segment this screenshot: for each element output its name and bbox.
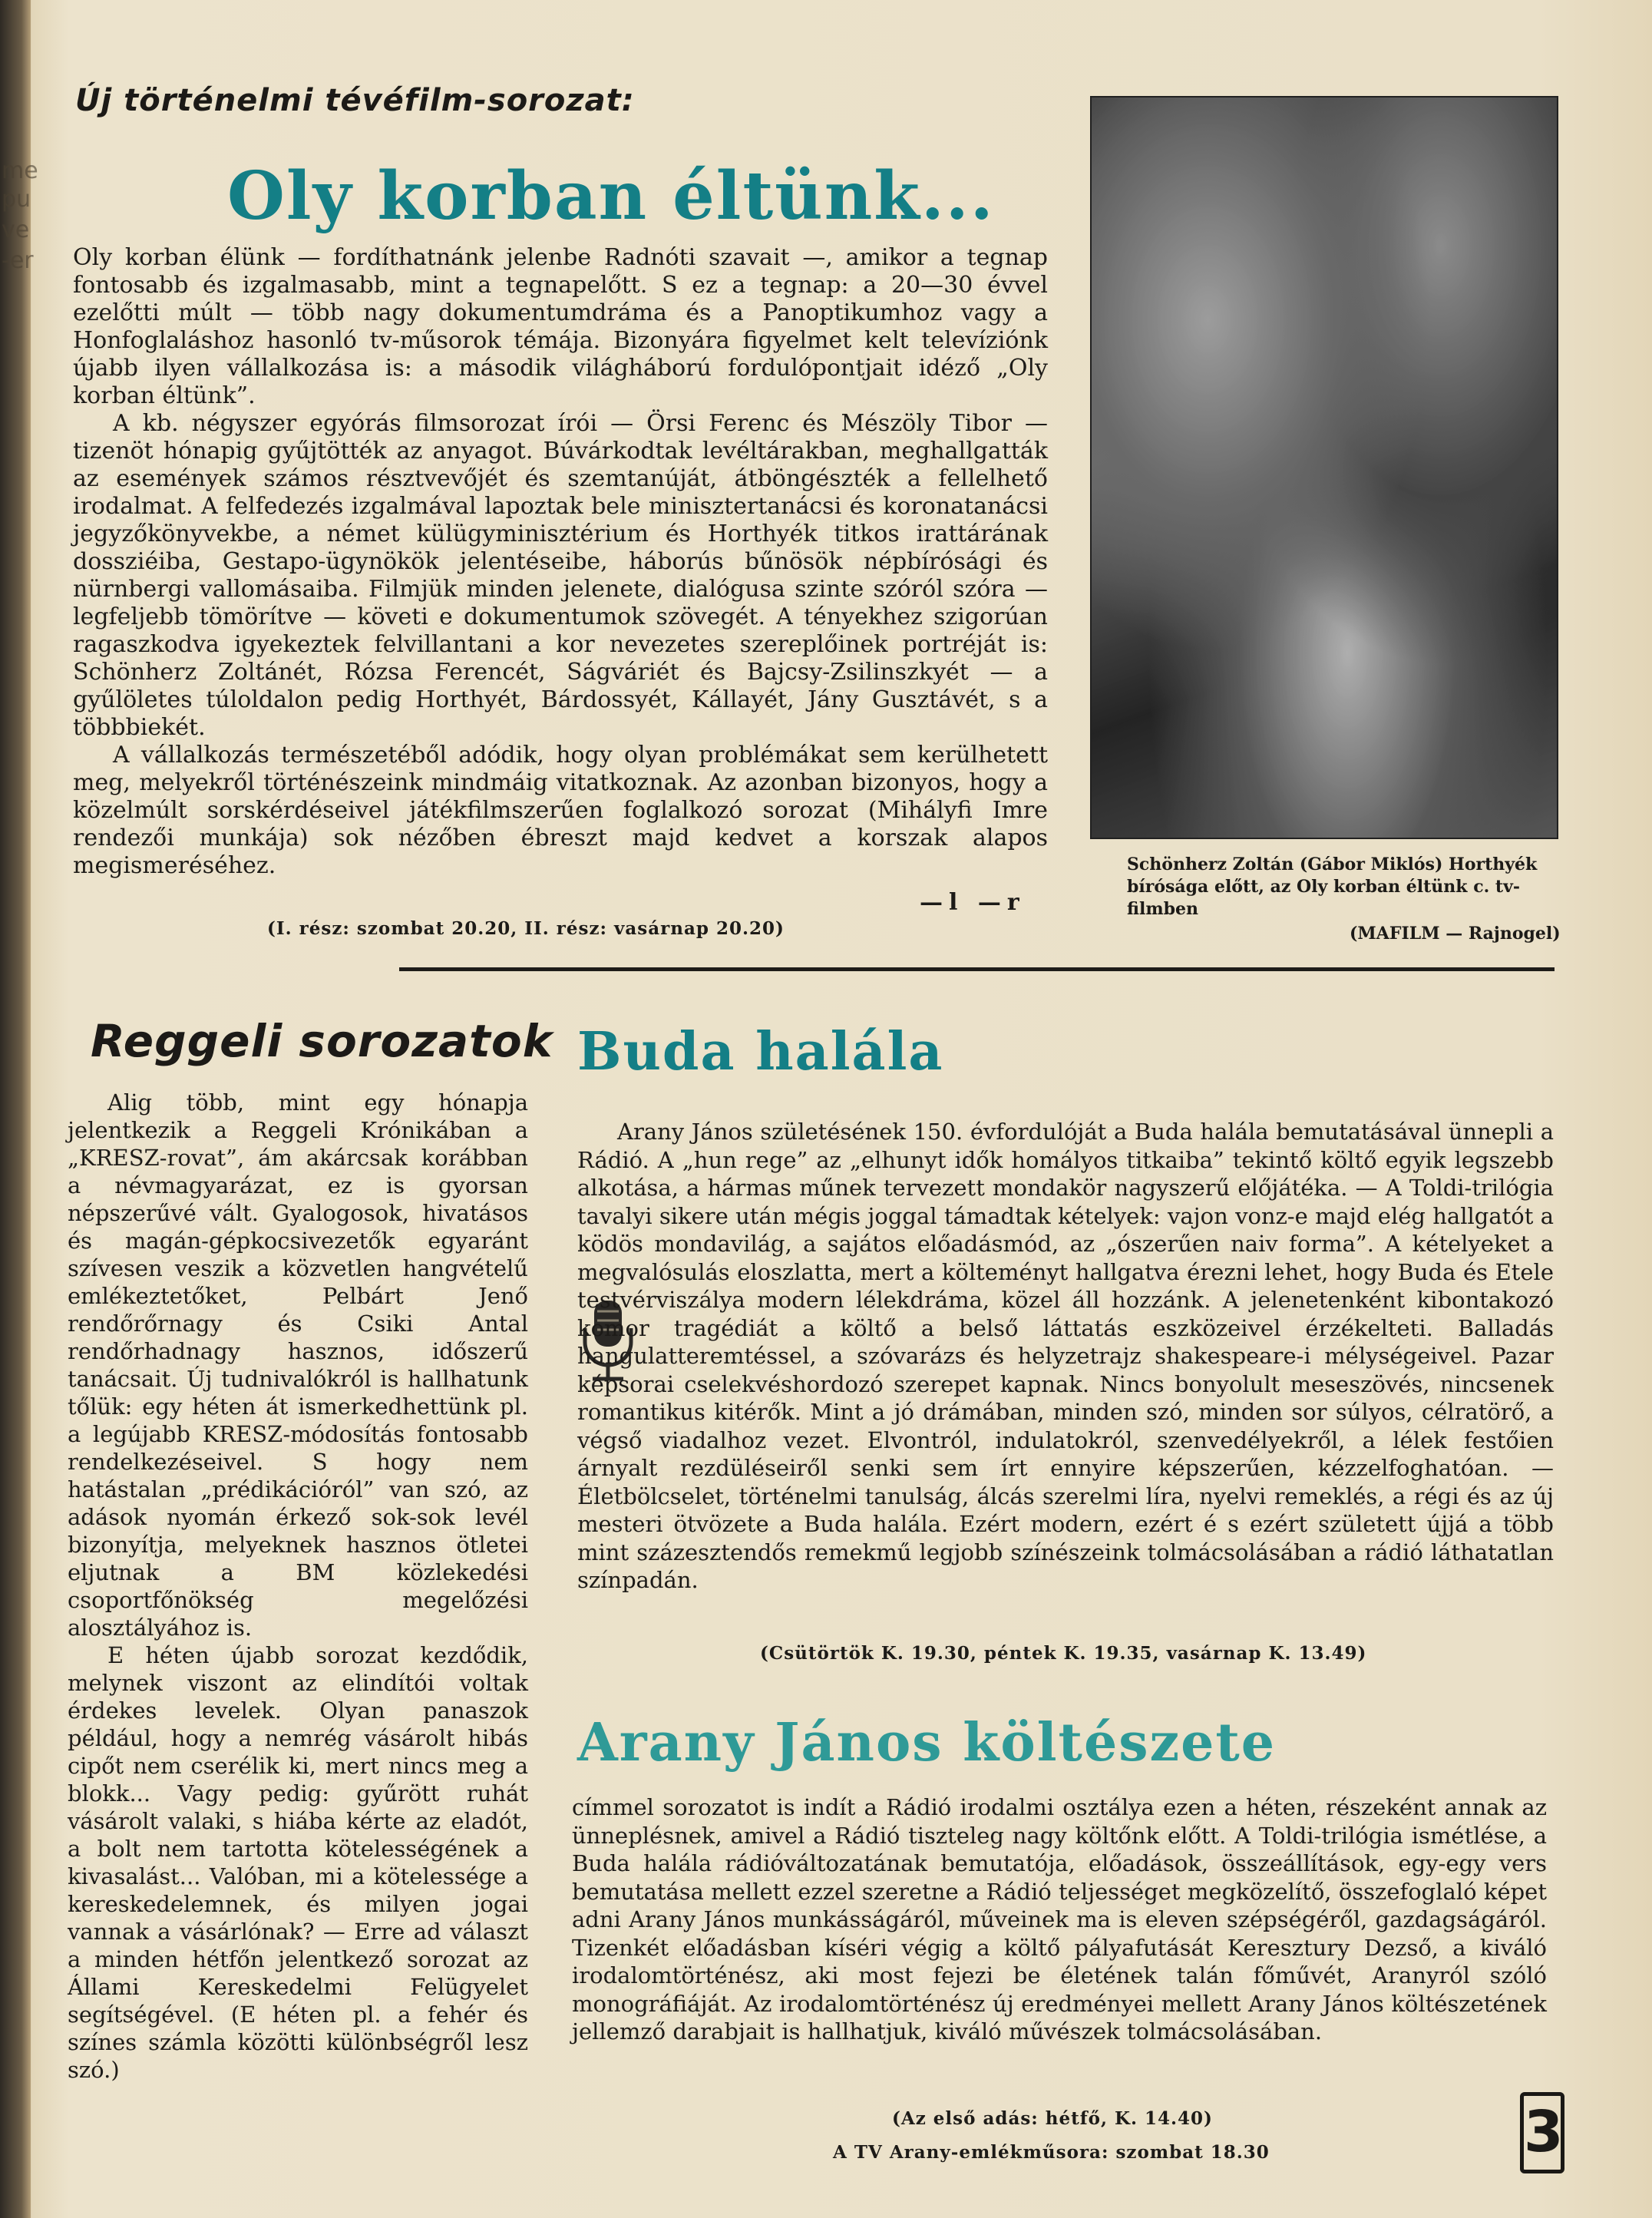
article-paragraph: A vállalkozás természetéből adódik, hogy olyan problémákat sem kerülhetett meg, melyekről történészeink mindmáig vitatkoznak. Az azonban bizonyos, hogy a közelmúlt sorskérdéseivel játékfilmszerűen foglalkozó sorozat (Mihályfi Imre rendezői munkája) sok nézőben ébreszt majd kedvet a korszak alapos megismeréséhez. (73, 742, 1048, 879)
buda-headline: Buda halála (577, 1021, 944, 1083)
buda-body (577, 1118, 1554, 1595)
arany-headline: Arany János költészete (577, 1712, 1277, 1773)
page-number: 3 (1520, 2092, 1564, 2173)
reggeli-body (68, 1089, 528, 2084)
spine-fragment: -er (2, 247, 34, 274)
author-signature: —l —r (920, 889, 1026, 916)
spine-fragment: ve (2, 217, 30, 243)
article-photo (1090, 96, 1558, 839)
article-kicker: Új történelmi tévéfilm-sorozat: (75, 83, 635, 118)
spine-fragment: me (2, 157, 38, 184)
article-headline: Oly korban éltünk... (227, 157, 995, 235)
spine-fragment: pu (2, 186, 31, 213)
photo-credit: (MAFILM — Rajnogel) (1350, 924, 1561, 944)
article-body (73, 244, 1048, 880)
arany-paragraph: címmel sorozatot is indít a Rádió irodalmi osztálya ezen a héten, részeként annak az ünneplésnek, amivel a Rádió tiszteleg nagy költőnk előtt. A Toldi-trilógia ismétlése, a Buda halála rádióváltozatának bemutatója, előadások, összeállítások, egy-egy vers bemutatása mellett ezzel szeretne a Rádió teljességet megközelítő, összefoglaló képet adni Arany János munkásságáról, műveinek ma is eleven szépségéről, gazdagságáról. Tizenkét előadásban kíséri végig a költő pályafutását Keresztury Dezső, a kiváló irodalomtörténész, aki most fejezi be életének talán főművét, Aranyról szóló monográfiáját. Az irodalomtörténész új eredményei mellett Arany János költészetének jellemző darabjait is hallhatjuk, kiváló művészek tolmácsolásában. (572, 1794, 1547, 2044)
article-paragraph: A kb. négyszer egyórás filmsorozat írói — Örsi Ferenc és Mészöly Tibor — tizenöt hónapig gyűjtötték az anyagot. Búvárkodtak levéltárakban, meghallgatták az események számos résztvevőjét és szemtanúját, átböngészték a fellelhető irodalmat. A felfedezés izgalmával lapoztak bele minisztertanácsi és koronatanácsi jegyzőkönyvekbe, a német külügyminisztérium és Horthyék titkos irattárának dossziéiba, Gestapo-ügynökök jelentéseibe, háborús bűnösök népbírósági és nürnbergi vallomásaiba. Filmjük minden jelenete, dialógusa szinte szóról szóra — legfeljebb tömörítve — követi e dokumentumok szövegét. A tényekhez szigorúan ragaszkodva igyekeztek felvillantani a kor nevezetes szereplőinek portréját is: Schönherz Zoltánét, Rózsa Ferencét, Ságváriét és Bajcsy-Zsilinszkyét — a gyűlöletes túloldalon pedig Horthyét, Bárdossyét, Kállayét, Jány Gusztávét, s a többbiekét. (73, 410, 1048, 741)
reggeli-headline: Reggeli sorozatok (91, 1015, 553, 1067)
arany-airtimes-tv: A TV Arany-emlékműsora: szombat 18.30 (833, 2142, 1270, 2163)
reggeli-paragraph: Alig több, mint egy hónapja jelentkezik a Reggeli Krónikában a „KRESZ-rovat”, ám akárcsak korábban a névmagyarázat, ez is gyorsan népszerűvé vált. Gyalogosok, hivatásos és magán-gépkocsivezetők egyaránt szívesen veszik a közvetlen hangvételű emlékeztetőket, Pelbárt Jenő rendőrőrnagy és Csiki Antal rendőrhadnagy hasznos, időszerű tanácsait. Új tudnivalókról is hallhatunk tőlük: egy héten át ismerkedhettünk pl. a legújabb KRESZ-módosítás fontosabb rendelkezéseivel. S hogy nem hatástalan „prédikációról” van szó, az adások nyomán érkező sok-sok levél bizonyítja, melyeknek hasznos ötletei eljutnak a BM közlekedési csoportfőnökség megelőzési alosztályához is. (68, 1089, 528, 1641)
buda-paragraph: Arany János születésének 150. évfordulóját a Buda halála bemutatásával ünnepli a Rádió. A „hun rege” az „elhunyt idők homályos titkaiba” tekintő költő egyik legszebb alkotása, a hármas műnek tervezett mondakör nagyszerű előjátéka. — A Toldi-trilógia tavalyi sikere után mégis joggal támadtak kételyek: vajon vonz-e majd elég hallgatót a ködös mondavilág, a sajátos előadásmód, az „ószerűen naiv forma”. A kételyeket a megvalósulás eloszlatta, mert a költeményt hallgatva érezni lehet, hogy Buda és Etele testvérviszálya modern lélekdráma, közel áll hozzánk. A jelenetenként kibontakozó komor tragédiát a költő a belső láttatás eszközeivel érzékelteti. Balladás hangulatteremtéssel, a szóvarázs és helyzetrajz shakespeare-i mélységeivel. Pazar képsorai cselekvéshordozó szerepet kapnak. Nincs bonyolult meseszövés, nincsenek romantikus kitérők. Mint a jó drámában, minden szó, minden sor súlyos, célratörő, a végső viadalhoz vezet. Elvontról, indulatokról, szenvedélyekről, a lélek festőien árnyalt rezdüléseiről senki sem írt ennyire képszerűen, kézzelfoghatóan. — Életbölcselet, történelmi tanulság, álcás szerelmi líra, nyelvi remeklés, a régi és az új mesteri ötvözete a Buda halála. Ezért modern, ezért é s ezért született újjá a több mint százesztendős remekmű legjobb színészeink tolmácsolásában a rádió láthatatlan színpadán. (577, 1119, 1554, 1593)
article-paragraph: Oly korban élünk — fordíthatnánk jelenbe Radnóti szavait —, amikor a tegnap fontosabb és izgalmasabb, mint a tegnapelőtt. S ez a tegnap: a 20—30 évvel ezelőtti múlt — több nagy dokumentumdráma és a Panoptikumhoz vagy a Honfoglaláshoz hasonló tv-műsorok témája. Bizonyára figyelmet kelt televíziónk újabb ilyen vállalkozása is: a második világháború fordulópontjait idéző „Oly korban éltünk”. (73, 244, 1048, 409)
arany-body (572, 1793, 1547, 2046)
photo-caption: Schönherz Zoltán (Gábor Miklós) Horthyék bírósága előtt, az Oly korban éltünk c. tv-filmben (1127, 854, 1538, 919)
section-divider (399, 967, 1555, 971)
book-spine (0, 0, 31, 2218)
airtimes-note: (I. rész: szombat 20.20, II. rész: vasárnap 20.20) (267, 918, 785, 939)
arany-airtimes-first: (Az első adás: hétfő, K. 14.40) (892, 2108, 1213, 2129)
reggeli-paragraph: E héten újabb sorozat kezdődik, melynek viszont az elindítói voltak érdekes levelek. Olyan panaszok például, hogy a nemrég vásárolt hibás cipőt nem cserélik ki, mert nincs meg a blokk... Vagy pedig: gyűrött ruhát vásárolt valaki, s hiába kérte az eladót, a bolt nem tartotta kötelességének a kivasalást... Valóban, mi a kötelessége a kereskedelemnek, és milyen jogai vannak a vásárlónak? — Erre ad választ a minden hétfőn jelentkező sorozat az Állami Kereskedelmi Felügyelet segítségével. (E héten pl. a fehér és színes számla közötti különbségről lesz szó.) (68, 1642, 528, 2083)
buda-airtimes: (Csütörtök K. 19.30, péntek K. 19.35, vasárnap K. 13.49) (760, 1643, 1367, 1664)
